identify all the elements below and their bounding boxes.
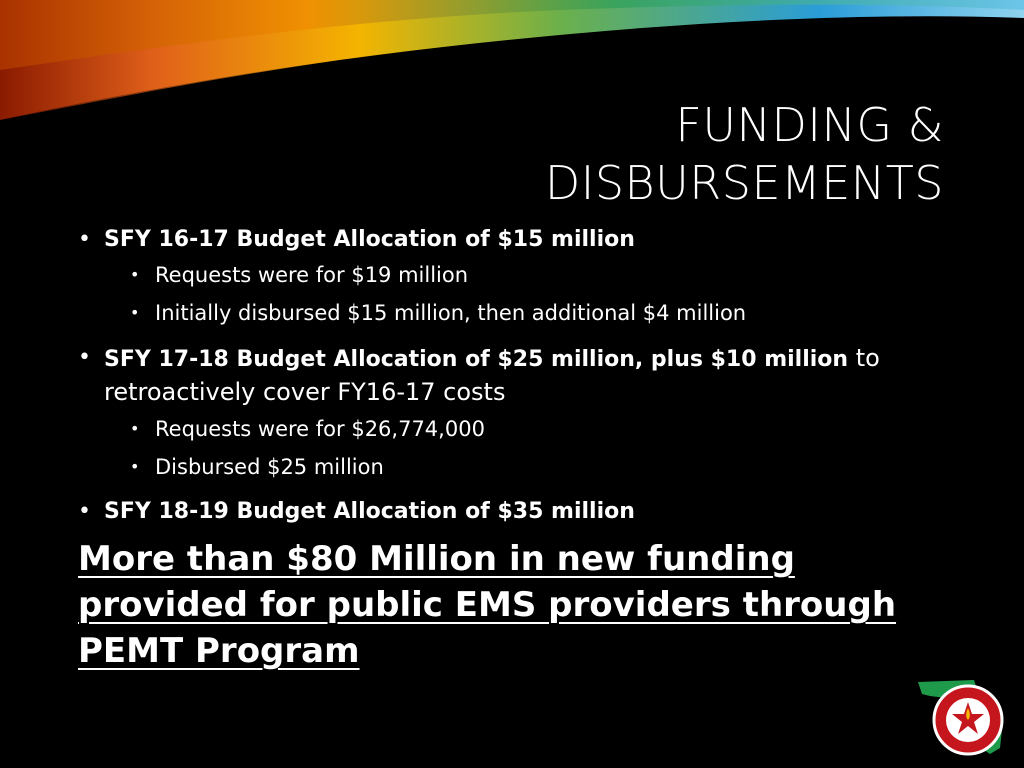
bullet-sfy-16-17: • SFY 16-17 Budget Allocation of $15 million bbox=[78, 224, 938, 256]
bullet-sfy-18-19: • SFY 18-19 Budget Allocation of $35 million bbox=[78, 496, 938, 528]
bullet-sfy-17-18 bbox=[78, 342, 938, 410]
sub-bullet-requests-26m: • Requests were for $26,774,000 bbox=[78, 410, 938, 448]
sub-bullet-disbursed-25m: • Disbursed $25 million bbox=[78, 448, 938, 486]
bullet-sfy-17-18-rest: to retroactively cover FY16-17 costs bbox=[104, 344, 880, 406]
bullet-sfy-17-18-bold: SFY 17-18 Budget Allocation of $25 million, plus $10 million bbox=[104, 347, 849, 372]
summary-statement: More than $80 Million in new funding provided for public EMS providers through PEMT Program bbox=[78, 539, 897, 671]
title-line-2: DISBURSEMENTS bbox=[544, 156, 944, 210]
bullet-list bbox=[78, 224, 938, 674]
slide-title bbox=[545, 96, 944, 212]
sub-bullet-requests-19m: • Requests were for $19 million bbox=[78, 256, 938, 294]
title-line-1: FUNDING & bbox=[675, 98, 944, 152]
florida-fire-chiefs-association-logo-icon bbox=[916, 668, 1010, 760]
sub-bullet-initially-disbursed: • Initially disbursed $15 million, then additional $4 million bbox=[78, 294, 938, 332]
